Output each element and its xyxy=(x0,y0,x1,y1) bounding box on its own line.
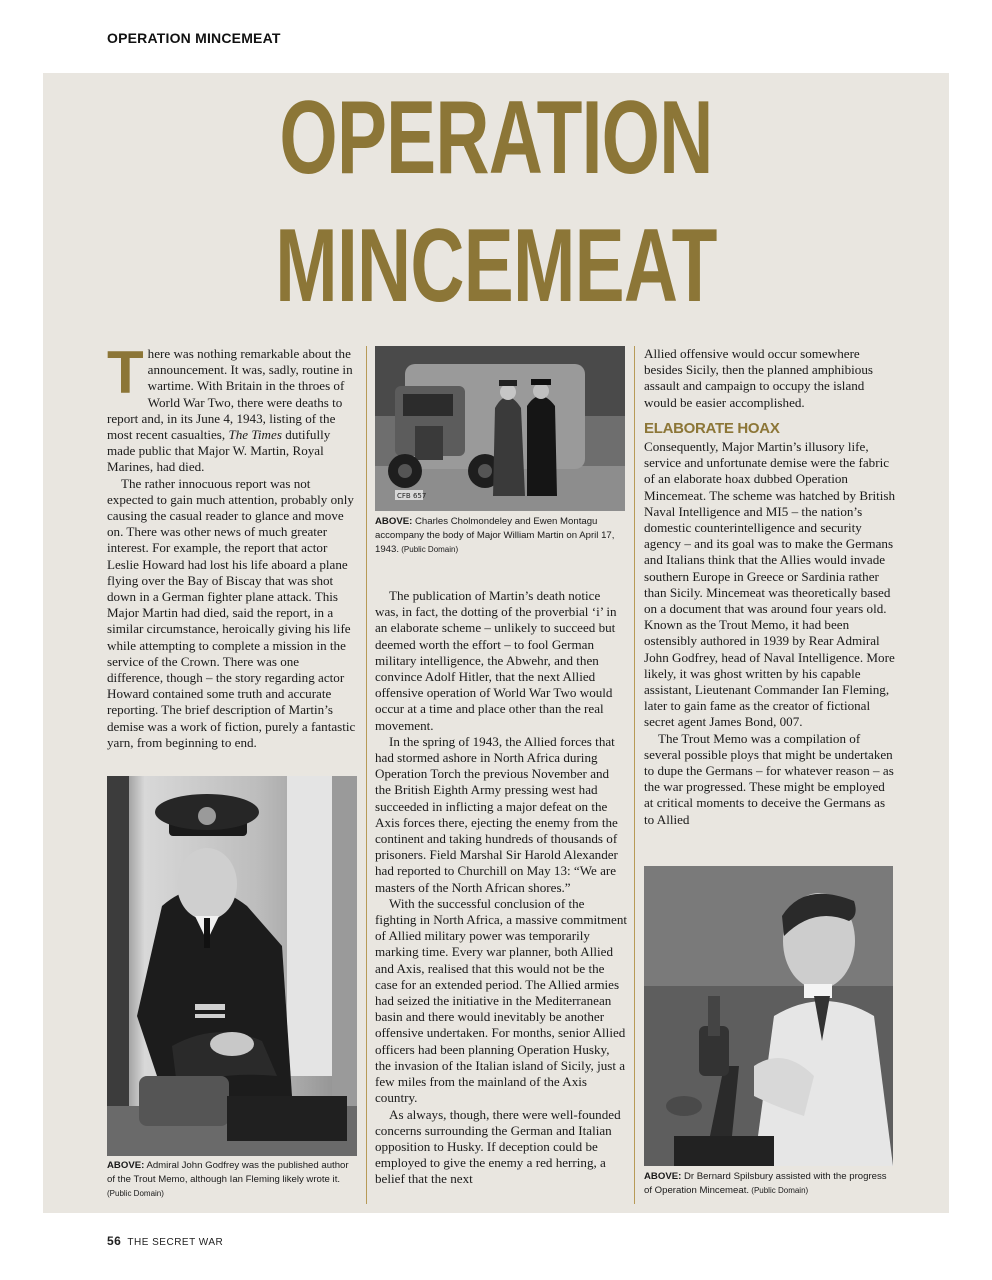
caption-godfrey: ABOVE: Admiral John Godfrey was the published author of the Trout Memo, although Ian Fleming likely wrote it. (Public Domain) xyxy=(107,1160,349,1198)
title-line-1: OPERATION xyxy=(279,80,713,196)
van-plate-text: CFB 657 xyxy=(397,492,427,500)
photo-admiral-godfrey xyxy=(107,776,357,1156)
photo-van xyxy=(375,346,625,511)
publication-name: THE SECRET WAR xyxy=(127,1237,224,1248)
van-photo-illustration xyxy=(375,346,625,511)
admiral-photo-illustration xyxy=(107,776,357,1156)
title-line-2: MINCEMEAT xyxy=(275,208,717,324)
paragraph-9: The Trout Memo was a compilation of several possible ploys that might be undertaken to dupe the Germans – for whatever reason – as the war progressed. These might be employed at critical moments to deceive the Germans as to Allied xyxy=(644,730,894,827)
paragraph-3: The publication of Martin’s death notice was, in fact, the dotting of the proverbial ‘i’ in an elaborate scheme – unlikely to succeed but deemed worth the effort – to fool German military intelligence, the Abwehr, and then convince Adolf Hitler, that the next Allied offensive operation of World War Two would occur at a time and place other than the real movement. xyxy=(375,588,617,733)
page-folio xyxy=(107,1234,223,1248)
spilsbury-photo-illustration xyxy=(644,866,893,1166)
column-3 xyxy=(644,346,896,828)
subhead-elaborate-hoax: ELABORATE HOAX xyxy=(644,419,780,437)
running-head: OPERATION MINCEMEAT xyxy=(107,30,281,46)
caption-spilsbury: ABOVE: Dr Bernard Spilsbury assisted with the progress of Operation Mincemeat. (Public Domain) xyxy=(644,1171,887,1196)
column-rule-1 xyxy=(366,346,367,1204)
paragraph-8: Consequently, Major Martin’s illusory life, service and unfortunate demise were the fabric of an elaborate hoax dubbed Operation Mincemeat. The scheme was hatched by British Naval Intelligence and MI5 – the nation’s domestic counterintelligence and security agency – and its goal was to make the Germans and Italians think that the Allies would invade southern Europe in Greece or Sardinia rather than Sicily. Mincemeat was theoretically based on a document that was around four years old. Known as the Trout Memo, it had been ostensibly authored in 1939 by Rear Admiral John Godfrey, head of Naval Intelligence. More likely, it was ghost written by his capable assistant, Lieutenant Commander Ian Fleming, later to gain fame as the creator of fictional secret agent James Bond, 007. xyxy=(644,439,896,730)
paragraph-7: Allied offensive would occur somewhere besides Sicily, then the planned amphibious assault and campaign to occupy the island would be easier accomplished. xyxy=(644,346,873,410)
photo-spilsbury xyxy=(644,866,893,1166)
column-rule-2 xyxy=(634,346,635,1204)
paragraph-6: As always, though, there were well-founded concerns surrounding the German and Italian opposition to Husky. If deception could be employed to give the enemy a red herring, a belief that the next xyxy=(375,1106,621,1187)
paragraph-2: The rather innocuous report was not expected to gain much attention, probably only causing the casual reader to glance and move on. There was other news of much greater interest. For example, the report that actor Leslie Howard had lost his life aboard a plane flying over the Bay of Biscay that was shot down in a German fighter plane attack. This Major Martin had died, said the report, in a similar circumstance, heroically giving his life while attempting to complete a mission in the service of the Crown. There was one difference, though – the story regarding actor Howard contained some truth and accurate reporting. The brief description of Martin’s demise was a work of fiction, purely a fantastic yarn, from beginning to end. xyxy=(107,475,356,750)
paragraph-5: With the successful conclusion of the fighting in North Africa, a massive commitment of Allied military power was temporarily marking time. Every war planner, both Allied and Axis, realised that this would not be the case for an extended period. The Allied armies had seized the initiative in the Mediterranean basin and there would inevitably be another offensive undertaken. For months, senior Allied officers had been planning Operation Husky, the invasion of the Italian island of Sicily, just a few miles from the mainland of the Axis country. xyxy=(375,895,628,1106)
column-2 xyxy=(375,588,627,1188)
drop-cap: T xyxy=(107,339,144,406)
paragraph-4: In the spring of 1943, the Allied forces that had stormed ashore in North Africa during Operation Torch the previous November and the British Eighth Army pressing west had succeeded in inflicting a major defeat on the Axis forces there, ejecting the enemy from the continent and taking hundreds of thousands of prisoners. Field Marshal Sir Harold Alexander had reported to Churchill on May 13: “We are masters of the North African shores.” xyxy=(375,733,618,895)
page-number: 56 xyxy=(107,1234,122,1248)
column-1 xyxy=(107,339,357,751)
caption-van: ABOVE: Charles Cholmondeley and Ewen Montagu accompany the body of Major William Martin on April 17, 1943. (Public Domain) xyxy=(375,516,615,555)
paragraph-1: There was nothing remarkable about the announcement. It was, sadly, routine in wartime. With Britain in the throes of World War Two, there were deaths to report and, in its June 4, 1943, listing of the most recent casualties, The Times dutifully made public that Major W. Martin, Royal Marines, had died. xyxy=(107,339,353,475)
